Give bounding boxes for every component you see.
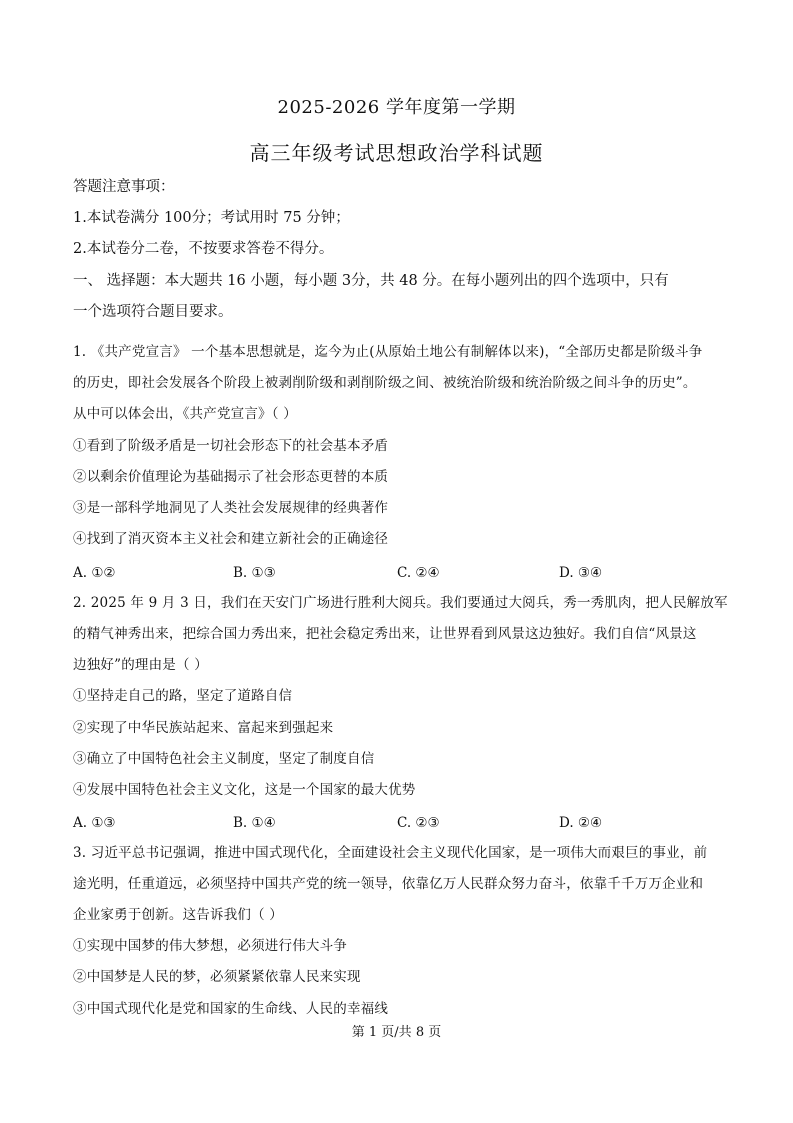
option-d: D. ②④	[559, 815, 603, 831]
question-2-statement: ④发展中国特色社会主义文化，这是一个国家的最大优势	[73, 782, 416, 798]
question-3-statement: ②中国梦是人民的梦，必须紧紧依靠人民来实现	[73, 969, 361, 985]
instruction-item: 1.本试卷满分 100分；考试用时 75 分钟；	[73, 210, 350, 226]
question-1-stem: 的历史，即社会发展各个阶段上被剥削阶级和剥削阶级之间、被统治阶级和统治阶级之间斗争的历史”。	[73, 375, 697, 391]
option-c: C. ②③	[397, 815, 440, 831]
exam-subject-title: 高三年级考试思想政治学科试题	[249, 141, 544, 165]
question-2-statement: ③确立了中国特色社会主义制度，坚定了制度自信	[73, 751, 375, 767]
option-a: A. ①②	[73, 565, 116, 581]
question-2-stem: 边独好”的理由是（ ）	[73, 657, 208, 673]
question-2-statement: ①坚持走自己的路，坚定了道路自信	[73, 688, 293, 704]
question-1-statement: ①看到了阶级矛盾是一切社会形态下的社会基本矛盾	[73, 438, 389, 454]
question-3-stem: 3. 习近平总书记强调，推进中国式现代化，全面建设社会主义现代化国家，是一项伟大而艰巨的事业，前	[73, 845, 708, 861]
question-2-options	[73, 813, 723, 833]
option-c: C. ②④	[397, 565, 440, 581]
question-3-stem: 途光明，任重道远，必须坚持中国共产党的统一领导，依靠亿万人民群众努力奋斗，依靠千千万万企业和	[73, 876, 704, 892]
question-3-statement: ③中国式现代化是党和国家的生命线、人民的幸福线	[73, 1001, 389, 1017]
question-1-statement: ④找到了消灭资本主义社会和建立新社会的正确途径	[73, 531, 389, 547]
option-a: A. ①③	[73, 815, 116, 831]
instruction-item: 2.本试卷分二卷，不按要求答卷不得分。	[73, 241, 334, 257]
question-3-stem: 企业家勇于创新。这告诉我们（ ）	[73, 907, 283, 923]
section-heading-cont: 一个选项符合题目要求。	[73, 304, 233, 320]
question-1-statement: ③是一部科学地洞见了人类社会发展规律的经典著作	[73, 500, 389, 516]
question-1-stem: 1. 《共产党宣言》 一个基本思想就是，迄今为止(从原始土地公有制解体以来)，“全部历史都是阶级斗争	[73, 344, 703, 360]
question-1-options	[73, 563, 723, 583]
instructions-heading: 答题注意事项：	[73, 179, 175, 195]
question-2-statement: ②实现了中华民族站起来、富起来到强起来	[73, 720, 334, 736]
exam-term-title: 2025-2026 学年度第一学期	[277, 97, 516, 118]
question-2-stem: 的精气神秀出来，把综合国力秀出来，把社会稳定秀出来，让世界看到风景这边独好。我们自信“风景这	[73, 626, 697, 642]
option-b: B. ①④	[233, 815, 276, 831]
question-1-stem: 从中可以体会出，《共产党宣言》（ ）	[73, 406, 297, 422]
question-2-stem: 2. 2025 年 9 月 3 日，我们在天安门广场进行胜利大阅兵。我们要通过大阅兵，秀一秀肌肉，把人民解放军	[73, 595, 728, 611]
question-3-statement: ①实现中国梦的伟大梦想，必须进行伟大斗争	[73, 938, 347, 954]
option-d: D. ③④	[559, 565, 603, 581]
question-1-statement: ②以剩余价值理论为基础揭示了社会形态更替的本质	[73, 469, 389, 485]
option-b: B. ①③	[233, 565, 276, 581]
page-number: 第 1 页/共 8 页	[351, 1025, 442, 1040]
section-heading: 一、 选择题：本大题共 16 小题，每小题 3分，共 48 分。在每小题列出的四个选项中，只有	[73, 273, 669, 289]
